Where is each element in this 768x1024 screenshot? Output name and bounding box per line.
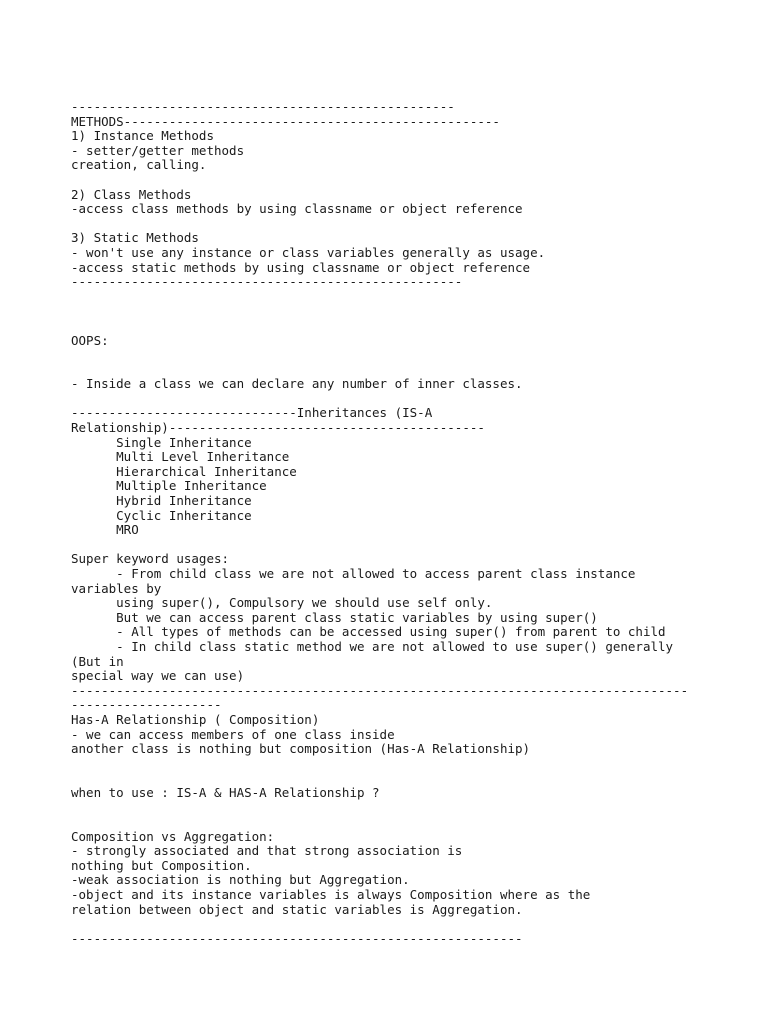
text-line: ------------------------------------------------------------: [71, 930, 523, 946]
blank-line: [71, 538, 711, 553]
text-line: 1) Instance Methods: [71, 128, 214, 144]
blank-line: [71, 757, 711, 772]
text-line: Cyclic Inheritance: [71, 507, 252, 523]
text-line: variables by: [71, 580, 162, 596]
text-line: - we can access members of one class inside: [71, 726, 395, 742]
text-line: -weak association is nothing but Aggregation.: [71, 872, 410, 888]
text-line: Single Inheritance: [71, 434, 252, 450]
blank-line: [71, 319, 711, 334]
text-line: Super keyword usages:: [71, 551, 230, 567]
text-line: METHODS--------------------------------------------------: [71, 113, 500, 129]
text-line: ---------------------------------------------------: [71, 99, 455, 114]
document-page: [71, 100, 711, 946]
text-line: But we can access parent class static variables by using super(): [71, 609, 598, 625]
blank-line: [71, 217, 711, 232]
text-line: - Inside a class we can declare any number of inner classes.: [71, 376, 523, 392]
blank-line: [71, 363, 711, 378]
text-line: -access class methods by using classname or object reference: [71, 201, 523, 217]
text-line: - All types of methods can be accessed using super() from parent to child: [71, 624, 666, 640]
text-line: - won't use any instance or class variables generally as usage.: [71, 244, 546, 260]
text-line: - strongly associated and that strong association is: [71, 843, 463, 859]
text-line: - From child class we are not allowed to access parent class instance: [71, 566, 636, 581]
text-line: nothing but Composition.: [71, 857, 252, 873]
text-line: Multi Level Inheritance: [71, 449, 290, 465]
text-line: relation between object and static variables is Aggregation.: [71, 901, 523, 917]
text-line: Has-A Relationship ( Composition): [71, 711, 320, 727]
text-line: ------------------------------Inheritances (IS-A: [71, 405, 433, 421]
text-line: ----------------------------------------------------------------------------------: [71, 682, 689, 698]
text-line: special way we can use): [71, 668, 245, 684]
text-line: Hierarchical Inheritance: [71, 463, 297, 479]
text-line: Relationship)------------------------------------------: [71, 420, 485, 436]
text-line: --------------------: [71, 697, 222, 713]
text-line: 3) Static Methods: [71, 230, 199, 246]
blank-line: [71, 173, 711, 188]
text-line: using super(), Compulsory we should use self only.: [71, 595, 493, 611]
blank-line: [71, 815, 711, 830]
text-line: - setter/getter methods: [71, 142, 245, 158]
text-line: -access static methods by using classname or object reference: [71, 259, 531, 275]
blank-line: [71, 304, 711, 319]
text-line: (But in: [71, 653, 124, 669]
text-line: Hybrid Inheritance: [71, 493, 252, 509]
text-line: -object and its instance variables is always Composition where as the: [71, 887, 591, 903]
text-line: creation, calling.: [71, 157, 207, 173]
blank-line: [71, 771, 711, 786]
text-line: MRO: [71, 522, 139, 538]
blank-line: [71, 290, 711, 305]
blank-line: [71, 801, 711, 816]
text-line: another class is nothing but composition (Has-A Relationship): [71, 741, 531, 757]
text-line: - In child class static method we are not allowed to use super() generally: [71, 638, 674, 654]
text-line: OOPS:: [71, 332, 109, 348]
text-line: ----------------------------------------------------: [71, 274, 463, 290]
blank-line: [71, 348, 711, 363]
text-line: Composition vs Aggregation:: [71, 828, 275, 844]
text-line: Multiple Inheritance: [71, 478, 267, 494]
text-line: when to use : IS-A & HAS-A Relationship ?: [71, 784, 380, 800]
text-line: 2) Class Methods: [71, 186, 192, 202]
blank-line: [71, 392, 711, 407]
blank-line: [71, 917, 711, 932]
